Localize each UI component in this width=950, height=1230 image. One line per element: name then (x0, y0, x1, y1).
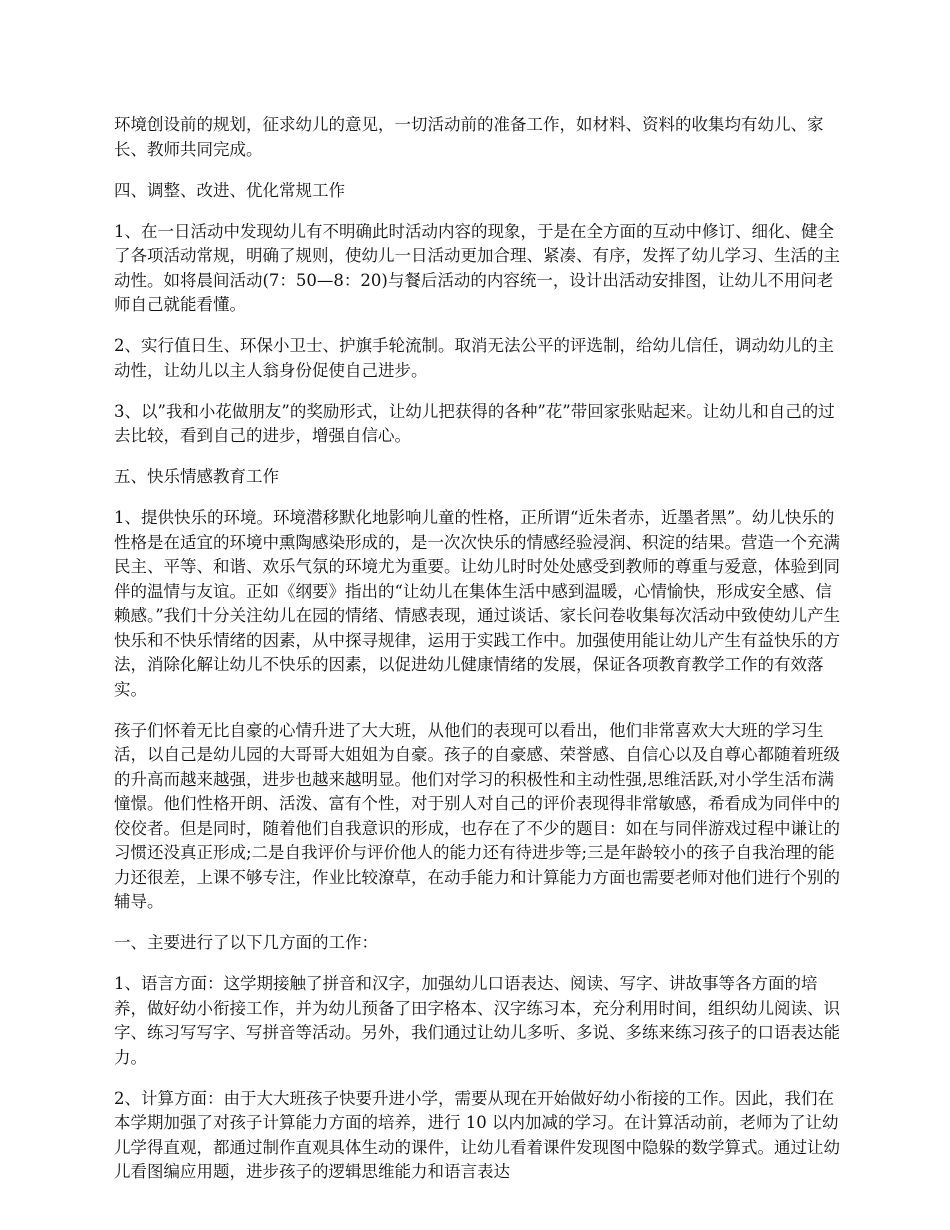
paragraph: 1、语言方面：这学期接触了拼音和汉字，加强幼儿口语表达、阅读、写字、讲故事等各方面的培养，做好幼小衔接工作，并为幼儿预备了田字格本、汉字练习本，充分利用时间，组织幼儿阅读、识字、练习写写字、写拼音等活动。另外，我们通过让幼儿多听、多说、多练来练习孩子的口语表达能力。 (114, 974, 840, 1067)
paragraph: 1、提供快乐的环境。环境潜移默化地影响儿童的性格，正所谓“近朱者赤，近墨者黑”。幼儿快乐的性格是在适宜的环境中熏陶感染形成的，是一次次快乐的情感经验浸润、积淀的结果。营造一个充满民主、平等、和谐、欢乐气氛的环境尤为重要。让幼儿时时处处感受到教师的尊重与爱意，体验到同伴的温情与友谊。正如《纲要》指出的“让幼儿在集体生活中感到温暖，心情愉快，形成安全感、信赖感。”我们十分关注幼儿在园的情绪、情感表现，通过谈话、家长问卷收集每次活动中致使幼儿产生快乐和不快乐情绪的因素，从中探寻规律，运用于实践工作中。加强使用能让幼儿产生有益快乐的方法，消除化解让幼儿不快乐的因素，以促进幼儿健康情绪的发展，保证各项教育教学工作的有效落实。 (114, 508, 841, 699)
paragraph: 2、计算方面：由于大大班孩子快要升进小学，需要从现在开始做好幼小衔接的工作。因此，我们在本学期加强了对孩子计算能力方面的培养，进行 10 以内加减的学习。在计算活动前，老师为了让幼儿学得直观，都通过制作直观具体生动的课件，让幼儿看着课件发现图中隐躲的数学算式。通过让幼儿看图编应用题，进步孩子的逻辑思维能力和语言表达 (114, 1088, 840, 1181)
paragraph: 孩子们怀着无比自豪的心情升进了大大班，从他们的表现可以看出，他们非常喜欢大大班的学习生活，以自己是幼儿园的大哥哥大姐姐为自豪。孩子的自豪感、荣誉感、自信心以及自尊心都随着班级的升高而越来越强，进步也越来越明显。他们对学习的积极性和主动性强,思维活跃,对小学生活布满憧憬。他们性格开朗、活泼、富有个性，对于别人对自己的评价表现得非常敏感，希看成为同伴中的佼佼者。但是同时，随着他们自我意识的形成，也存在了不少的题目：如在与同伴游戏过程中谦让的习惯还没真正形成;二是自我评价与评价他人的能力还有待进步等;三是年龄较小的孩子自我治理的能力还很差，上课不够专注，作业比较潦草，在动手能力和计算能力方面也需要老师对他们进行个别的辅导。 (114, 720, 840, 911)
document-body (114, 113, 844, 1201)
section-heading-five: 五、快乐情感教育工作 (114, 467, 279, 486)
paragraph: 2、实行值日生、环保小卫士、护旗手轮流制。取消无法公平的评选制，给幼儿信任，调动幼儿的主动性，让幼儿以主人翁身份促使自己进步。 (114, 336, 834, 380)
paragraph: 1、在一日活动中发现幼儿有不明确此时活动内容的现象，于是在全方面的互动中修订、细化、健全了各项活动常规，明确了规则，使幼儿一日活动更加合理、紧凑、有序，发挥了幼儿学习、生活的主动性。如将晨间活动(7：50—8：20)与餐后活动的内容统一，设计出活动安排图，让幼儿不用问老师自己就能看懂。 (114, 221, 840, 314)
section-heading-four: 四、调整、改进、优化常规工作 (114, 180, 345, 200)
paragraph: 环境创设前的规划，征求幼儿的意见，一切活动前的准备工作，如材料、资料的收集均有幼儿、家长、教师共同完成。 (114, 115, 824, 159)
section-heading-one: 一、主要进行了以下几方面的工作： (114, 933, 378, 952)
paragraph: 3、以”我和小花做朋友”的奖励形式，让幼儿把获得的各种”花”带回家张贴起来。让幼儿和自己的过去比较，看到自己的进步，增强自信心。 (114, 401, 835, 445)
